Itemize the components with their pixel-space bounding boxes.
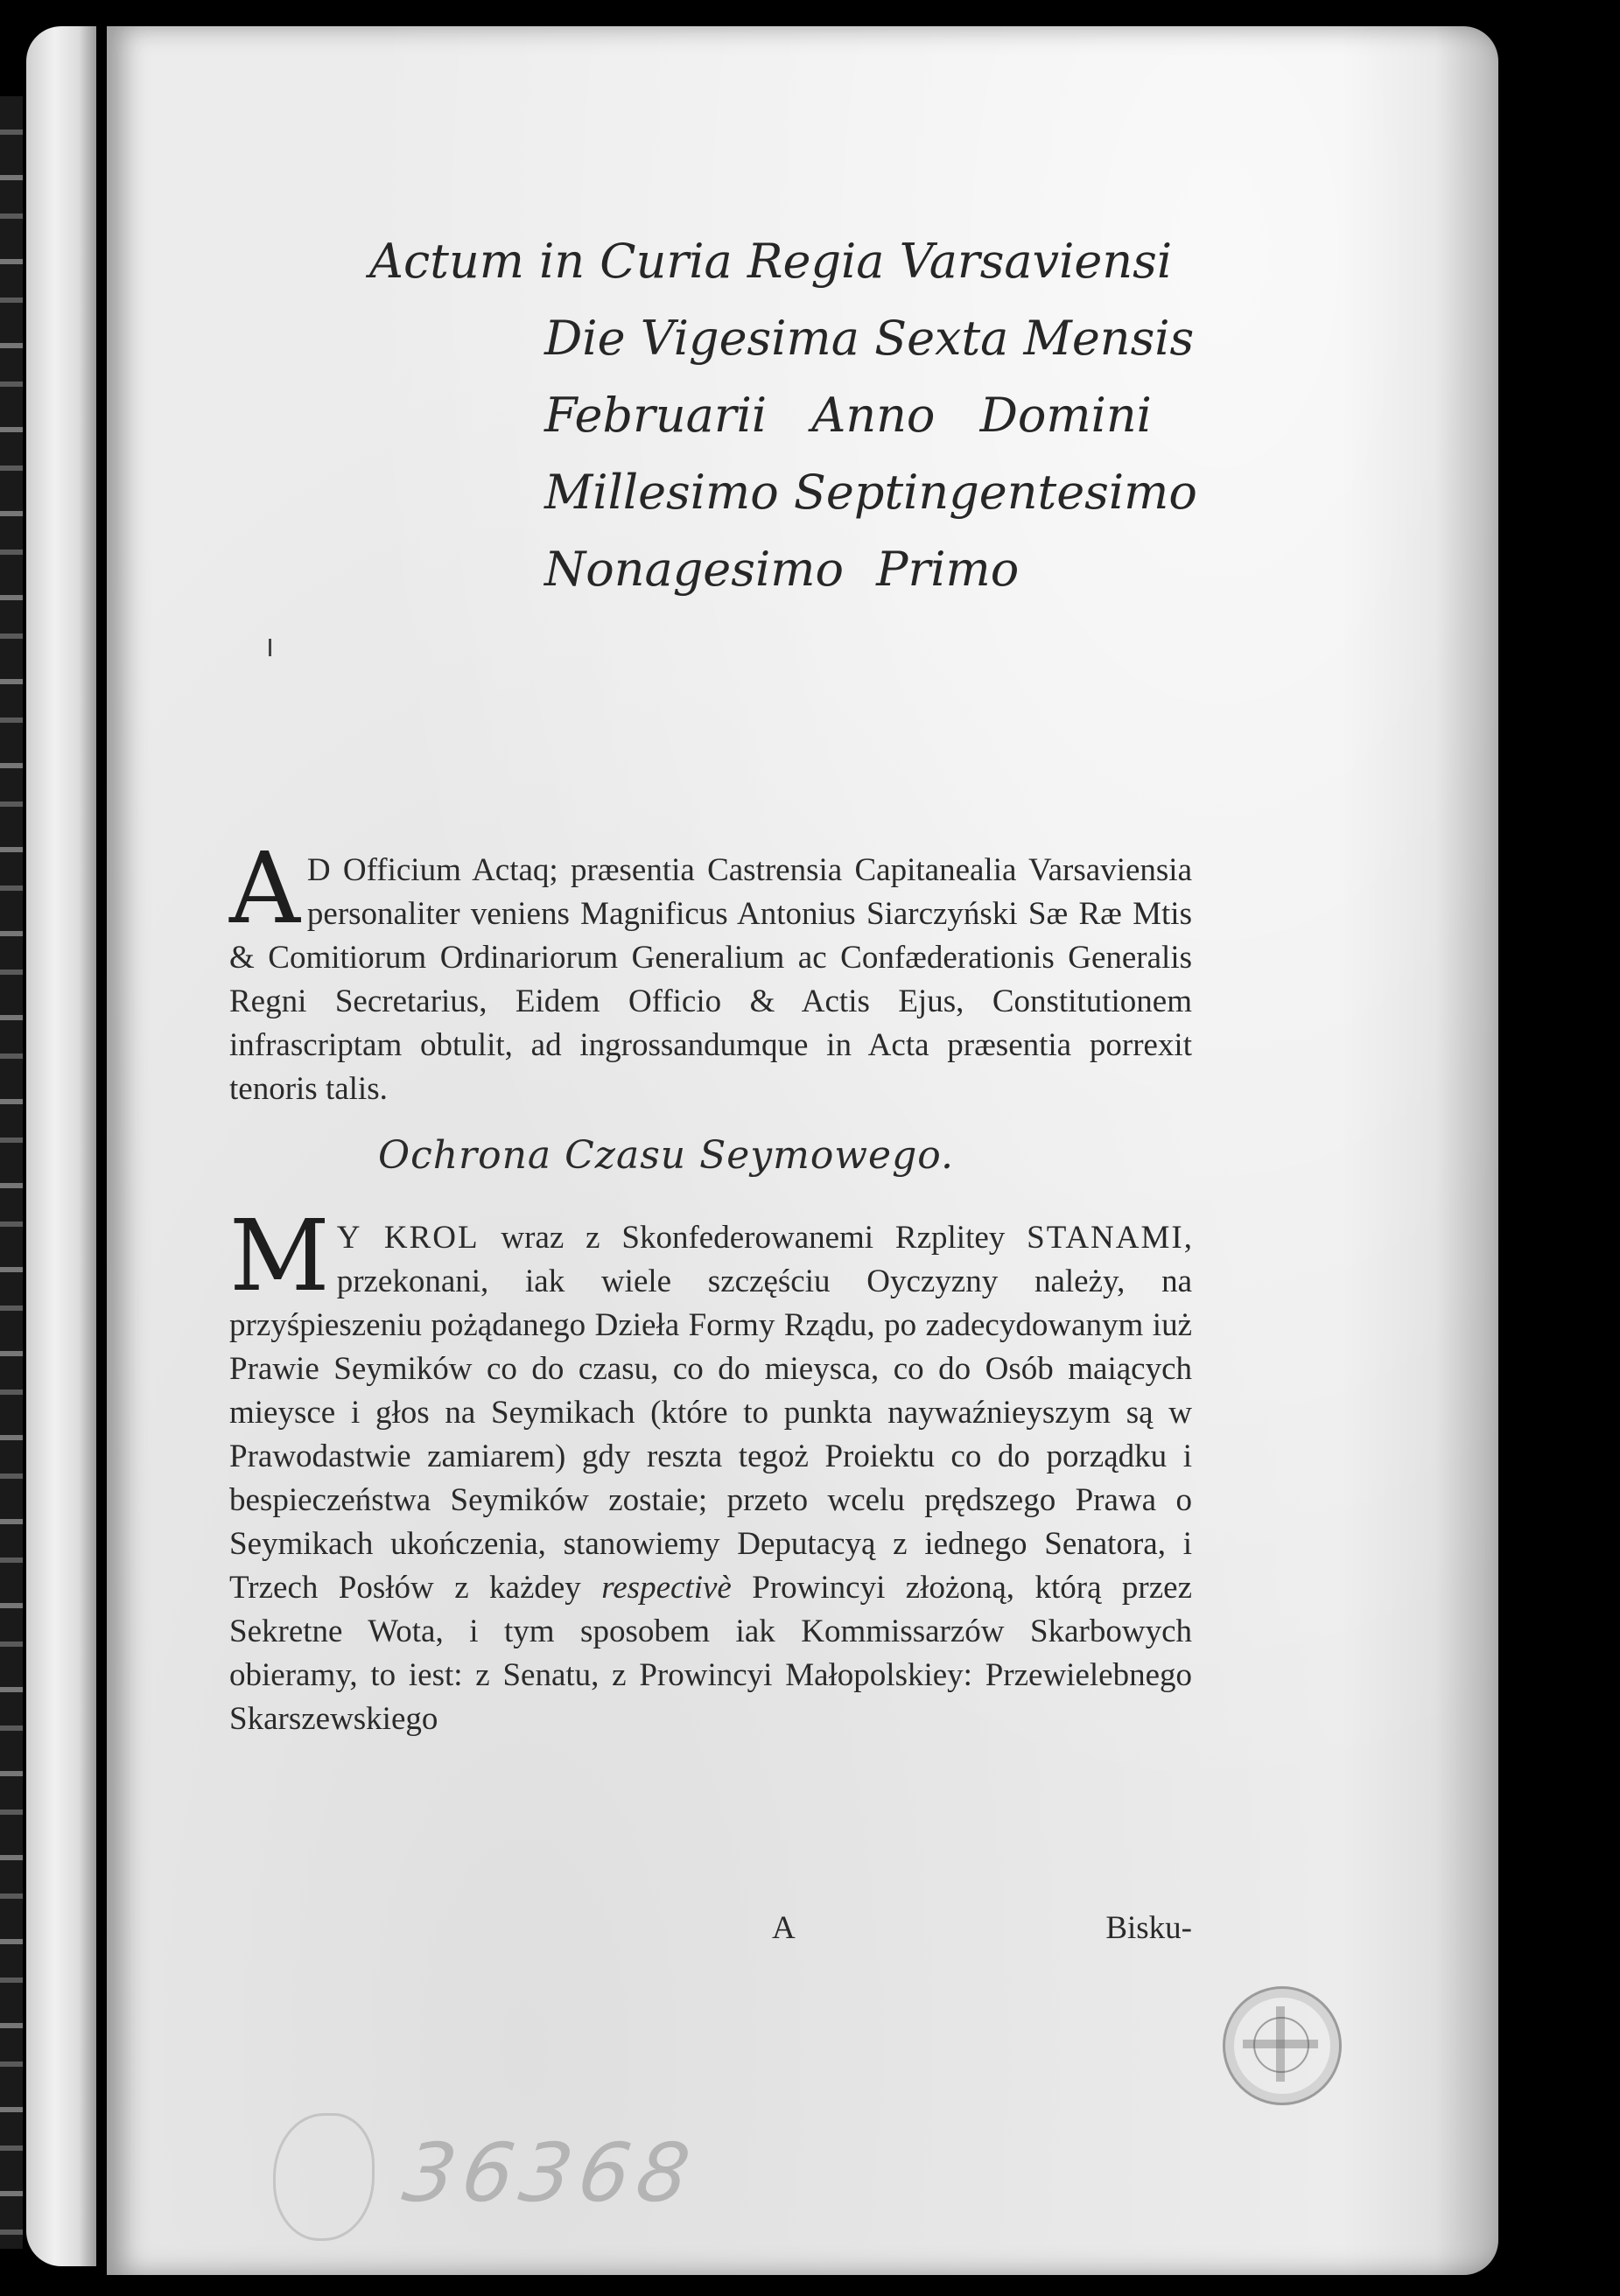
handwritten-mark bbox=[273, 2113, 375, 2241]
heading-line-3: Februarii Anno Domini bbox=[544, 388, 1152, 443]
binding-spine bbox=[26, 26, 96, 2266]
document-heading bbox=[334, 223, 1210, 608]
stamp-cross-horizontal bbox=[1243, 2040, 1318, 2048]
handwritten-number: 36368 bbox=[397, 2126, 703, 2220]
dropcap-m: M bbox=[229, 1200, 330, 1313]
heading-line-1: Actum in Curia Regia Varsaviensi bbox=[369, 234, 1173, 289]
paragraph-text-c: Prowincyi złożoną, którą przez Sekretne Wota, i tym sposobem iak Kommissarzów Skarbowych obieramy, to iest: z Senatu, z Prowincyi Małopolskiey: Przewielebnego Skarszewskiego bbox=[229, 1570, 1192, 1737]
paragraph-officium-text: D Officium Actaq; præsentia Castrensia Capitanealia Varsaviensia personaliter veniens Magnificus Antonius Siarczyński Sæ Ræ Mtis & Comitiorum Ordinariorum Generalium ac Confæderationis Generalis Regni Secretarius, Eidem Officio & Actis Ejus, Constitutionem infrascriptam obtulit, ad ingrossandumque in Acta præsentia porrexit tenoris talis. bbox=[229, 852, 1192, 1107]
dropcap-a: A bbox=[229, 832, 300, 946]
page-footer bbox=[229, 1909, 1192, 1953]
document-body bbox=[229, 832, 1192, 1741]
section-subtitle: Ochrona Czasu Seymowego. bbox=[378, 1133, 954, 1178]
signature-mark: A bbox=[772, 1910, 796, 1946]
library-stamp-icon bbox=[1223, 1986, 1342, 2105]
italic-respective: respectivè bbox=[601, 1570, 732, 1606]
heading-line-2: Die Vigesima Sexta Mensis bbox=[544, 311, 1195, 366]
paragraph-my-krol bbox=[229, 1200, 1192, 1741]
page-fold-shadow bbox=[1341, 26, 1498, 2275]
heading-line-4: Millesimo Septingentesimo bbox=[544, 465, 1197, 520]
opening-caps: Y KROL bbox=[336, 1220, 480, 1256]
document-page bbox=[107, 26, 1498, 2275]
binding-edge bbox=[0, 96, 23, 2249]
margin-mark bbox=[269, 639, 271, 656]
catchword: Bisku- bbox=[1105, 1910, 1192, 1946]
stanami-caps: STANAMI bbox=[1027, 1220, 1184, 1256]
paragraph-text-a: wraz z Skonfederowanemi Rzplitey bbox=[479, 1220, 1027, 1256]
heading-line-5: Nonagesimo Primo bbox=[544, 542, 1020, 597]
paragraph-text-b: , przekonani, iak wiele szczęściu Oyczyzny należy, na przyśpieszeniu pożądanego Dzieła Formy Rządu, po zadecydowanym iuż Prawie Seymików co do czasu, co do mieysca, co do Osób maiących mieysce i głos na Seymikach (które to punkta naywaźnieyszym są w Prawodastwie zamiarem) gdy reszta tegoż Proiektu co do porządku i bespieczeństwa Seymików zostaie; przeto wcelu prędszego Prawa o Seymikach ukończenia, stanowiemy Deputacyą z iednego Senatora, i Trzech Posłów z każdey bbox=[229, 1220, 1192, 1606]
paragraph-officium bbox=[229, 832, 1192, 1111]
